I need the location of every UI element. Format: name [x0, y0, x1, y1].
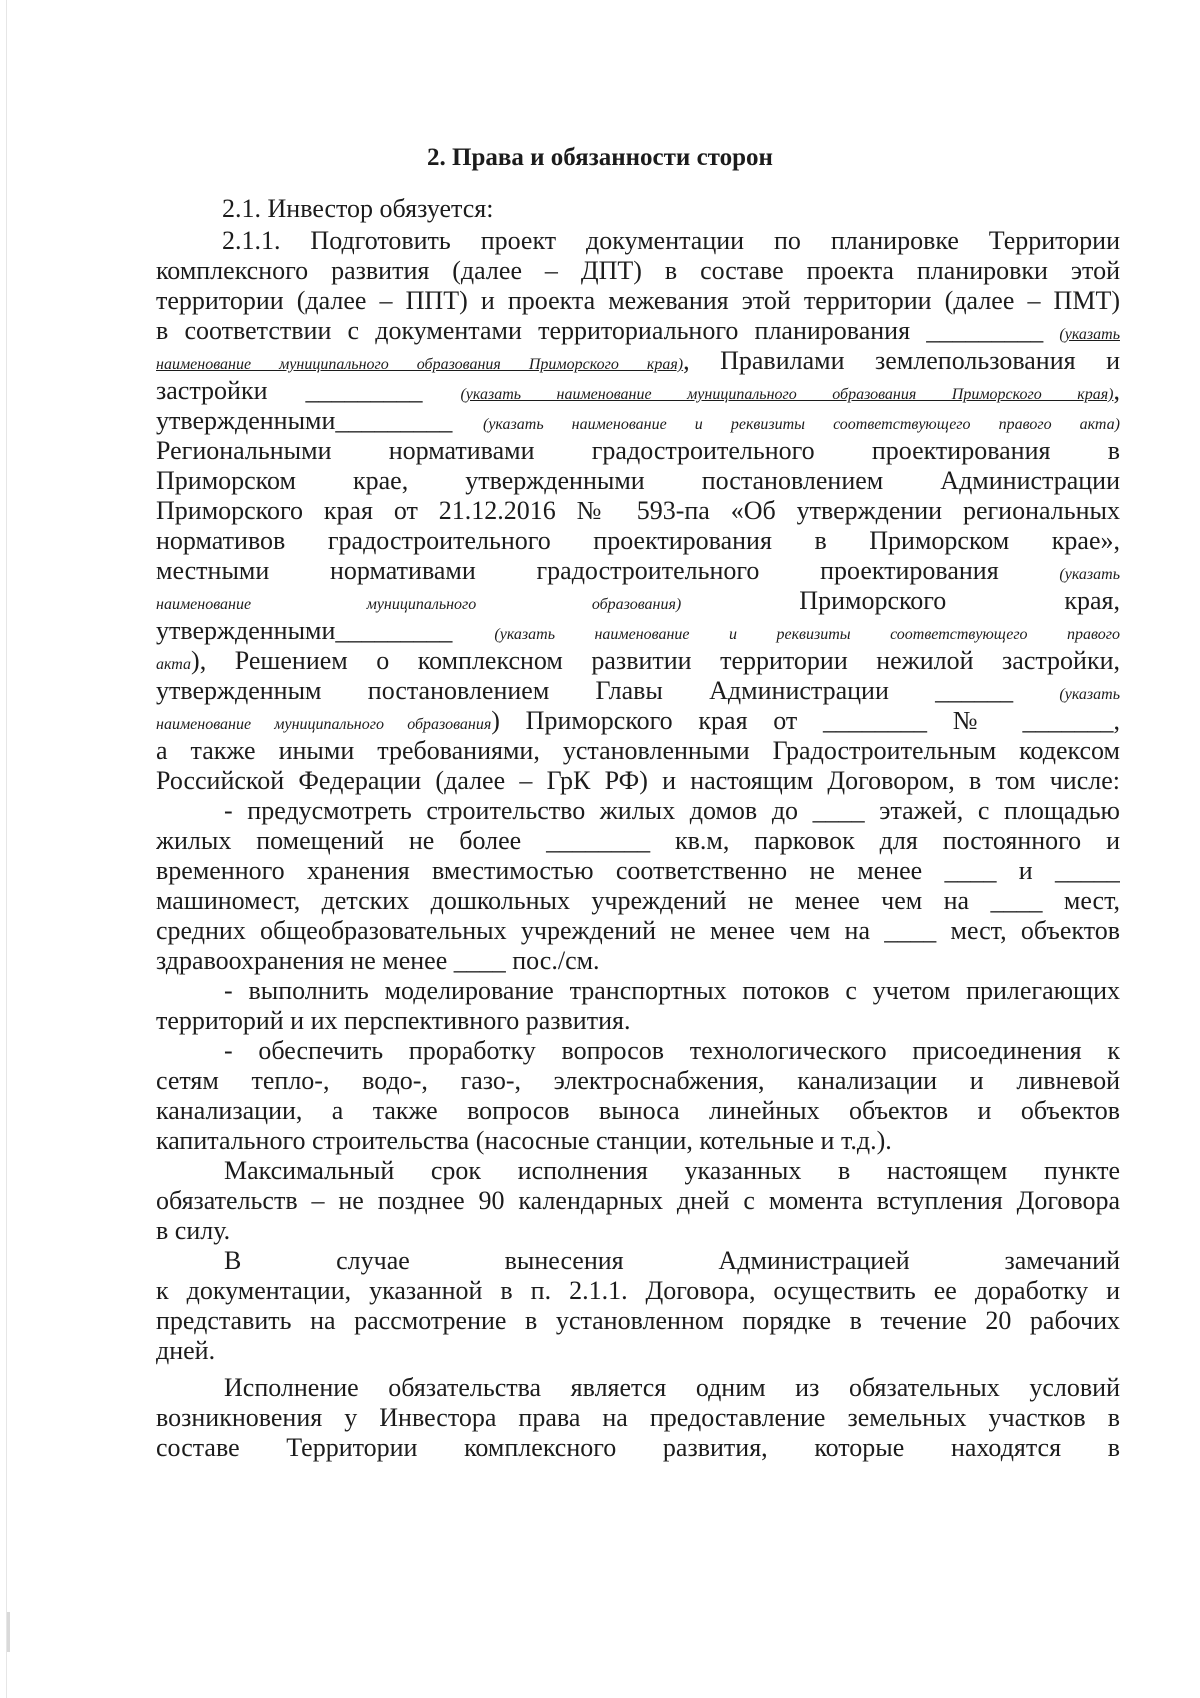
text-line: Российской Федерации (далее – ГрК РФ) и настоящим Договором, в том числе:: [156, 766, 1120, 795]
text-line: Региональными нормативами градостроительного проектирования в: [156, 436, 1120, 465]
scan-edge-line: [6, 0, 7, 1698]
text-line: Максимальный срок исполнения указанных в настоящем пункте: [224, 1156, 1120, 1185]
text-line: [156, 375, 1120, 407]
text-line: 2.1.1. Подготовить проект документации по планировке Территории: [222, 226, 1120, 255]
text-line: нормативов градостроительного проектирования в Приморском крае»,: [156, 526, 1120, 555]
text-line: территории (далее – ППТ) и проекта межевания этой территории (далее – ПМТ): [156, 286, 1120, 315]
text-line: канализации, а также вопросов выноса линейных объектов и объектов: [156, 1096, 1120, 1125]
fill-in-hint: (указать: [1059, 326, 1120, 343]
fill-in-hint: (указать наименование муниципального образования Приморского края): [460, 386, 1114, 403]
text-line: здравоохранения не менее ____ пос./см.: [156, 946, 600, 975]
text-line: к документации, указанной в п. 2.1.1. Договора, осуществить ее доработку и: [156, 1276, 1120, 1305]
text-line: - обеспечить проработку вопросов технологического присоединения к: [224, 1036, 1120, 1065]
text-line: 2.1. Инвестор обязуется:: [222, 194, 494, 223]
section-heading: 2. Права и обязанности сторон: [427, 144, 773, 171]
text-segment: ), Решением о комплексном развитии территории нежилой застройки,: [191, 646, 1120, 675]
text-line: [156, 345, 1120, 377]
fill-in-hint: (указать наименование и реквизиты соответствующего правого: [494, 626, 1120, 643]
text-line: [156, 315, 1120, 347]
text-line: В случае вынесения Администрацией замечаний: [224, 1246, 1120, 1275]
text-line: жилых помещений не более ________ кв.м, парковок для постоянного и: [156, 826, 1120, 855]
text-line: Приморском крае, утвержденными постановлением Администрации: [156, 466, 1120, 495]
text-line: [156, 585, 1120, 617]
text-line: дней.: [156, 1336, 216, 1365]
text-line: [156, 555, 1120, 587]
text-line: - предусмотреть строительство жилых домов до ____ этажей, с площадью: [224, 796, 1120, 825]
text-line: территорий и их перспективного развития.: [156, 1006, 631, 1035]
text-line: Исполнение обязательства является одним из обязательных условий: [224, 1373, 1120, 1402]
text-segment: утвержденным постановлением Главы Администрации ______: [156, 676, 1060, 705]
text-segment: утвержденными_________: [156, 406, 483, 435]
text-line: машиномест, детских дошкольных учреждений не менее чем на ____ мест,: [156, 886, 1120, 915]
fill-in-hint: наименование муниципального образования Приморского края): [156, 356, 684, 373]
text-line: возникновения у Инвестора права на предоставление земельных участков в: [156, 1403, 1120, 1432]
fill-in-hint: (указать: [1059, 566, 1120, 583]
fill-in-hint: (указать наименование и реквизиты соответствующего правого акта): [483, 416, 1120, 433]
text-line: капитального строительства (насосные станции, котельные и т.д.).: [156, 1126, 892, 1155]
text-line: Приморского края от 21.12.2016 № 593-па «Об утверждении региональных: [156, 496, 1120, 525]
text-segment: ) Приморского края от ________ № _______,: [491, 706, 1120, 735]
text-segment: Приморского края,: [681, 586, 1120, 615]
text-line: - выполнить моделирование транспортных потоков с учетом прилегающих: [224, 976, 1120, 1005]
text-line: представить на рассмотрение в установленном порядке в течение 20 рабочих: [156, 1306, 1120, 1335]
text-line: [156, 405, 1120, 437]
text-line: [156, 675, 1120, 707]
text-line: [156, 615, 1120, 647]
fill-in-hint: наименование муниципального образования): [156, 596, 682, 613]
text-line: обязательств – не позднее 90 календарных дней с момента вступления Договора: [156, 1186, 1120, 1215]
text-line: [156, 705, 1120, 737]
fill-in-hint: (указать: [1059, 686, 1120, 703]
text-segment: в соответствии с документами территориального планирования _________: [156, 316, 1060, 345]
text-line: [156, 645, 1120, 677]
text-segment: утвержденными_________: [156, 616, 495, 645]
scan-artifact: [7, 1612, 10, 1652]
text-segment: местными нормативами градостроительного проектирования: [156, 556, 1060, 585]
text-line: в силу.: [156, 1216, 231, 1245]
text-segment: ,: [1113, 376, 1120, 405]
text-line: а также иными требованиями, установленными Градостроительным кодексом: [156, 736, 1120, 765]
fill-in-hint: акта: [156, 656, 192, 673]
text-line: комплексного развития (далее – ДПТ) в составе проекта планировки этой: [156, 256, 1120, 285]
text-line: составе Территории комплексного развития, которые находятся в: [156, 1433, 1120, 1462]
fill-in-hint: наименование муниципального образования: [156, 716, 492, 733]
text-segment: застройки _________: [156, 376, 461, 405]
text-segment: , Правилами землепользования и: [683, 346, 1120, 375]
text-line: временного хранения вместимостью соответственно не менее ____ и _____: [156, 856, 1120, 885]
text-line: сетям тепло-, водо-, газо-, электроснабжения, канализации и ливневой: [156, 1066, 1120, 1095]
text-line: средних общеобразовательных учреждений не менее чем на ____ мест, объектов: [156, 916, 1120, 945]
